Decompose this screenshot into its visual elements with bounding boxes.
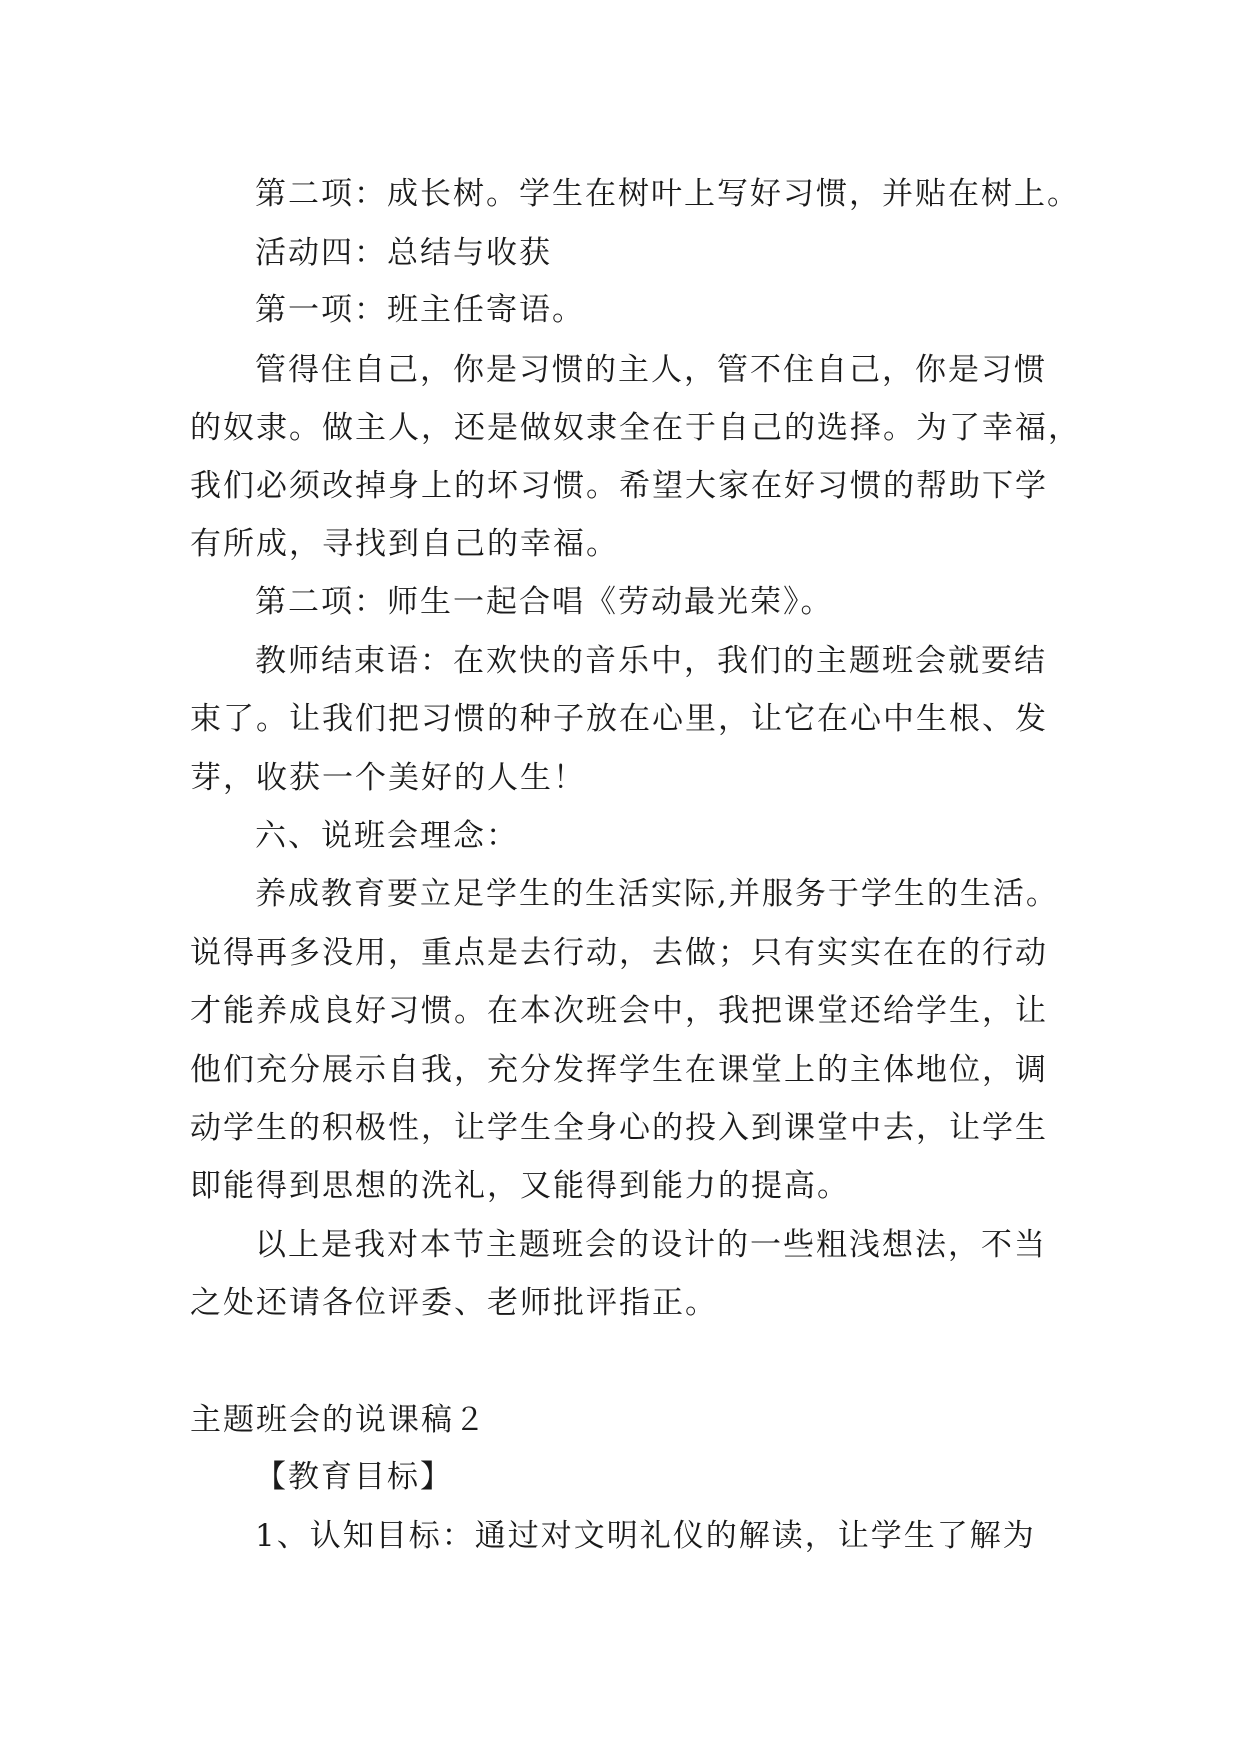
text-line: 养成教育要立足学生的生活实际,并服务于学生的生活。 — [255, 876, 1059, 912]
text-line: 的奴隶。做主人，还是做奴隶全在于自己的选择。为了幸福， — [190, 410, 1081, 446]
text-line: 我们必须改掉身上的坏习惯。希望大家在好习惯的帮助下学 — [190, 468, 1048, 504]
text-line: 他们充分展示自我，充分发挥学生在课堂上的主体地位，调 — [190, 1052, 1048, 1088]
text-line: 说得再多没用，重点是去行动，去做；只有实实在在的行动 — [190, 935, 1048, 971]
text-line: 第二项：成长树。学生在树叶上写好习惯，并贴在树上。 — [255, 176, 1080, 212]
text-line: 管得住自己，你是习惯的主人，管不住自己，你是习惯 — [255, 352, 1047, 388]
text-line: 即能得到思想的洗礼，又能得到能力的提高。 — [190, 1168, 850, 1204]
text-line: 1、认知目标：通过对文明礼仪的解读，让学生了解为 — [255, 1518, 1036, 1554]
text-line: 第一项：班主任寄语。 — [255, 292, 585, 328]
text-line: 动学生的积极性，让学生全身心的投入到课堂中去，让学生 — [190, 1110, 1048, 1146]
text-line: 束了。让我们把习惯的种子放在心里，让它在心中生根、发 — [190, 701, 1048, 737]
text-line: 之处还请各位评委、老师批评指正。 — [190, 1285, 718, 1321]
text-line: 才能养成良好习惯。在本次班会中，我把课堂还给学生，让 — [190, 993, 1048, 1029]
text-line: 第二项：师生一起合唱《劳动最光荣》。 — [255, 584, 834, 620]
text-line: 活动四：总结与收获 — [255, 235, 552, 271]
text-line: 教师结束语：在欢快的音乐中，我们的主题班会就要结 — [255, 643, 1047, 679]
section-heading: 六、说班会理念： — [255, 818, 519, 854]
text-line: 有所成，寻找到自己的幸福。 — [190, 526, 619, 562]
document-subtitle: 主题班会的说课稿２ — [190, 1402, 487, 1438]
text-line: 以上是我对本节主题班会的设计的一些粗浅想法，不当 — [255, 1227, 1047, 1263]
section-heading: 【教育目标】 — [255, 1459, 453, 1495]
text-line: 芽，收获一个美好的人生！ — [190, 760, 586, 796]
